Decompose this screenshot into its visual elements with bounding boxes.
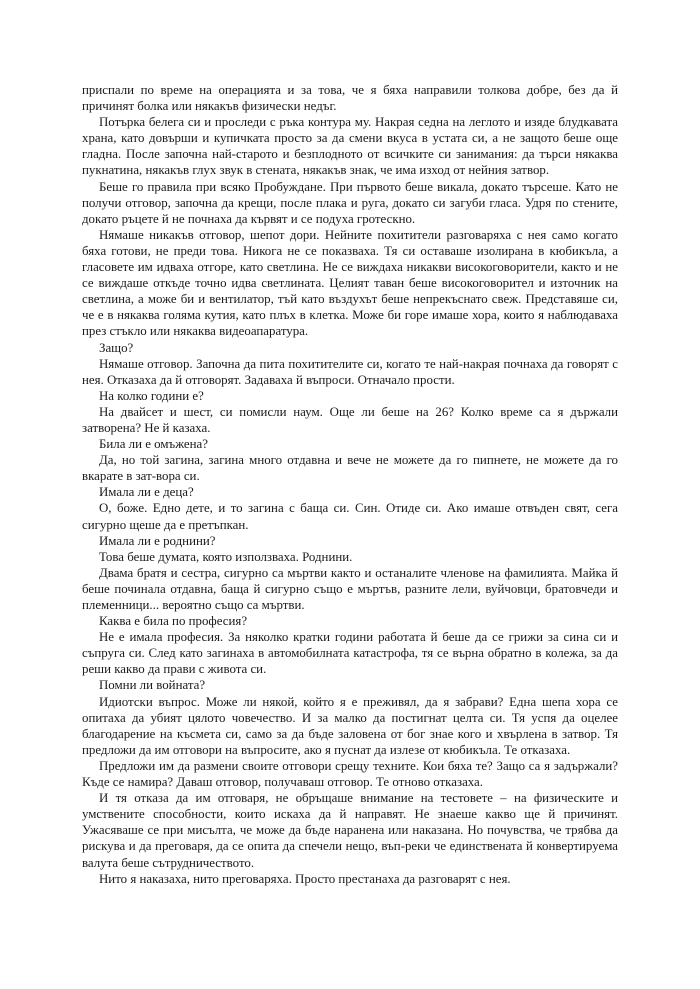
paragraph: приспали по време на операцията и за това, че я бяха направили толкова добре, без да й причинят болка или някакъв физически недъг. xyxy=(82,83,618,114)
paragraph: Предложи им да размени своите отговори срещу техните. Кои бяха те? Защо са я задържали? Къде се намира? Даваш отговор, получаваш отговор. Те отново отказаха. xyxy=(82,758,618,790)
paragraph: Беше го правила при всяко Пробуждане. При първото беше викала, докато търсеше. Като не получи отговор, започна да крещи, после плака и руга, докато си загуби гласа. Удря по стените, докато ръцете й не почнаха да кървят и се подуха гротескно. xyxy=(82,179,618,226)
paragraph: Потърка белега си и проследи с ръка контура му. Накрая седна на леглото и изяде блудкавата храна, като довърши и купичката просто за да смени вкуса в устата си, а не защото беше още гладна. После започна най-старото и безплодното от всичките си занимания: да търси някаква пукнатина, някакъв глух звук в стената, някакъв знак, че има изход от нейния затвор. xyxy=(82,115,618,178)
paragraph: На колко години е? xyxy=(99,388,204,403)
paragraph: Защо? xyxy=(99,340,134,355)
paragraph: Да, но той загина, загина много отдавна и вече не можете да го пипнете, не можете да го вкарате в зат-вора си. xyxy=(82,453,618,484)
paragraph: Нямаше никакъв отговор, шепот дори. Нейните похитители разговаряха с нея само когато бяха готови, не преди това. Никога не се показваха. Тя си оставаше изолирана в кюбикъла, а гласовете им идваха отгоре, като светлина. Не се виждаха никакви високоговорители, както и не се виждаше откъде точно идва светлината. Целият таван беше високоговорител и източник на светлина, а може би и вентилатор, тъй като въздухът беше непрекъснато свеж. Представяше си, че е в някаква голяма кутия, като плъх в клетка. Може би горе имаше хора, които я наблюдаваха през стъкло или някаква видеоапаратура. xyxy=(82,227,618,339)
paragraph: О, боже. Едно дете, и то загина с баща си. Син. Отиде си. Ако имаше отвъден свят, сега сигурно щеше да е претъпкан. xyxy=(82,501,618,532)
paragraph: Нямаше отговор. Започна да пита похитителите си, когато те най-накрая почнаха да говорят с нея. Отказаха да й отговорят. Задаваха й въпроси. Отначало прости. xyxy=(82,356,618,387)
paragraph: Имала ли е роднини? xyxy=(99,533,216,548)
paragraph: Помни ли войната? xyxy=(99,678,206,693)
paragraph: На двайсет и шест, си помисли наум. Още ли беше на 26? Колко време са я държали затворена? Не й казаха. xyxy=(82,404,618,435)
body-text xyxy=(82,82,618,887)
paragraph: Не е имала професия. За няколко кратки години работата й беше да се грижи за сина си и съпруга си. След като загинаха в автомобилната катастрофа, тя се върна обратно в колежа, за да реши какво да прави с живота си. xyxy=(82,630,618,677)
paragraph: Идиотски въпрос. Може ли някой, който я е преживял, да я забрави? Една шепа хора се опитаха да убият цялото човечество. И за малко да постигнат целта си. Тя успя да оцелее благодарение на късмета си, само за да бъде заловена от бог знае кого и хвърлена в затвор. Тя предложи да им отговори на въпросите, ако я пуснат да излезе от кюбикъла. Те отказаха. xyxy=(82,694,618,757)
paragraph: Каква е била по професия? xyxy=(99,614,248,629)
paragraph: Двама братя и сестра, сигурно са мъртви както и останалите членове на фамилията. Майка й беше починала отдавна, баща й сигурно също е мъртъв, разните лели, вуйчовци, братовчеди и племенници... вероятно също са мъртви. xyxy=(82,565,618,612)
paragraph: Била ли е омъжена? xyxy=(99,437,208,452)
paragraph: Нито я наказаха, нито преговаряха. Просто престанаха да разговарят с нея. xyxy=(99,871,511,886)
paragraph: Това беше думата, която използваха. Роднини. xyxy=(99,549,353,564)
paragraph: Имала ли е деца? xyxy=(99,485,194,500)
paragraph: И тя отказа да им отговаря, не обръщаше внимание на тестовете – на физическите и умствените способности, които искаха да й направят. Не знаеше какво ще й причинят. Ужасяваше се при мисълта, че може да бъде наранена или наказана. Но почувства, че трябва да рискува и да преговаря, да се опита да спечели нещо, въп-реки че единствената й конвертируема валута беше сътрудничеството. xyxy=(82,791,618,870)
